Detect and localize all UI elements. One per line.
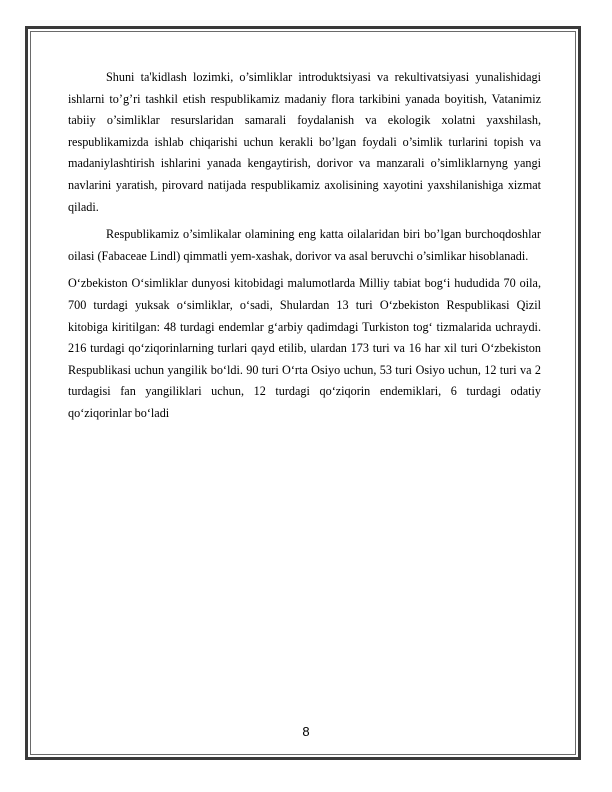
document-body	[68, 67, 541, 431]
paragraph-fabaceae: Respublikamiz o’simlikalar olamining eng katta oilalaridan biri bo’lgan burchoqdoshlar oilasi (Fabaceae Lindl) qimmatli yem-xashak, dorivor va asal beruvchi o’simlikar hisoblanadi.	[68, 227, 541, 263]
paragraph-introduction: Shuni ta'kidlash lozimki, o’simliklar introduktsiyasi va rekultivatsiyasi yunalishidagi ishlarni to’g’ri tashkil etish respublikamiz madaniy flora tarkibini yanada boyitish, Vatanimiz tabiiy o’simliklar resurslaridan samarali foydalanish va ekologik xolatni yaxshilash, respublikamizda ishlab chiqarishi uchun kerakli bo’lgan foydali o’simlik turlarini topish va madaniylashtirish ishlarini yanada kengaytirish, dorivor va manzarali o’simliklarnyng yangi navlarini yaratish, pirovard natijada respublikamiz axolisining xayotini yaxshilanishiga xizmat qiladi.	[68, 70, 541, 214]
paragraph-national-park: O‘zbekiston O‘simliklar dunyosi kitobidagi malumotlarda Milliy tabiat bog‘i hududida 70 oila, 700 turdagi yuksak o‘simliklar, o‘sadi, Shulardan 13 turi O‘zbekiston Respublikasi Qizil kitobiga kiritilgan: 48 turdagi endemlar g‘arbiy qadimdagi Turkiston tog‘ tizmalarida uchraydi. 216 turdagi qo‘ziqorinlarning turlari qayd etilib, ulardan 173 turi va 16 har xil turi O‘zbekiston Respublikasi uchun yangilik bo‘ldi. 90 turi O‘rta Osiyo uchun, 53 turi Osiyo uchun, 12 turi va 2 turdagisi fan yangiliklari uchun, 12 turdagi qo‘ziqorin endemiklari, 6 turdagi odatiy qo‘ziqorinlar bo‘ladi	[68, 276, 541, 420]
page-number: 8	[302, 724, 310, 739]
